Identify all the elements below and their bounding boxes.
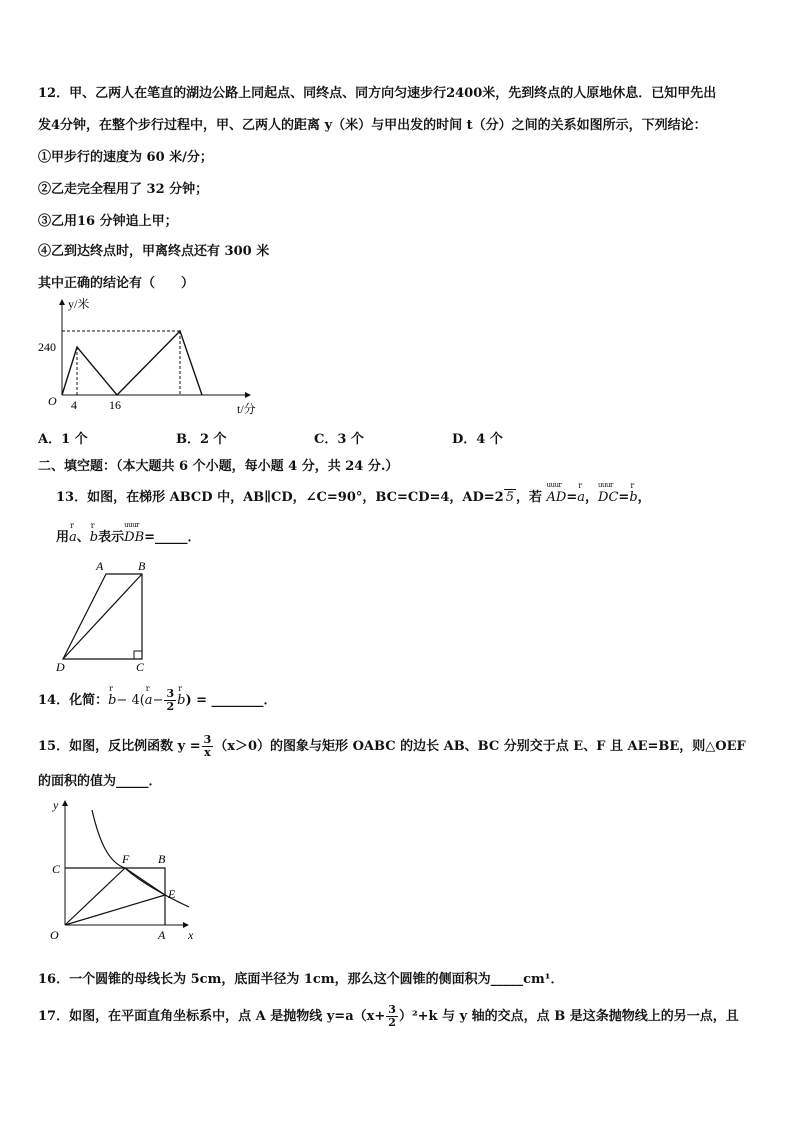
vertex-b-label: B bbox=[138, 559, 146, 573]
origin-label: O bbox=[50, 928, 59, 942]
x-tick-4: 4 bbox=[71, 398, 77, 412]
q13-line-2: 用r a、r b表示uuur DB=_____． bbox=[56, 526, 201, 545]
q12-conclusion-4: ④乙到达终点时，甲离终点还有 300 米 bbox=[38, 244, 270, 259]
section-2-heading: 二、填空题：（本大题共 6 个小题，每小题 4 分，共 24 分.） bbox=[38, 459, 399, 474]
q13-trapezoid-figure bbox=[48, 555, 158, 673]
segment-fe bbox=[125, 868, 165, 895]
q12-conclusion-3: ③乙用16 分钟追上甲； bbox=[38, 214, 178, 229]
q15-line-2: 的面积的值为_____． bbox=[38, 774, 162, 789]
y-tick-240: 240 bbox=[38, 340, 56, 354]
y-axis-label: y bbox=[53, 798, 59, 812]
vertex-d-label: D bbox=[56, 660, 65, 673]
rectangle-oabc bbox=[65, 868, 165, 925]
option-d[interactable]: D．4 个 bbox=[452, 432, 503, 447]
q12-question: 其中正确的结论有（ ） bbox=[38, 276, 195, 291]
right-angle-mark bbox=[134, 651, 142, 659]
q14-line: 14．化简：r b− 4(r a− $\frac{3}{2}$ r b) = ________． bbox=[38, 688, 277, 713]
option-c[interactable]: C．3 个 bbox=[314, 432, 364, 447]
option-b[interactable]: B．2 个 bbox=[176, 432, 227, 447]
q12-distance-time-graph bbox=[38, 292, 278, 420]
q15-hyperbola-rectangle-figure bbox=[38, 795, 208, 945]
x-axis-label: x bbox=[188, 928, 194, 942]
q13-line-1: 13．如图，在梯形 ABCD 中，AB∥CD，∠C=90°，BC=CD=4，AD=2 5 ，若 uuur AD=r a，uuur DC=r b， bbox=[56, 486, 651, 505]
origin-label: O bbox=[48, 394, 57, 408]
point-f-label: F bbox=[122, 852, 130, 866]
diagonal-db bbox=[63, 574, 142, 659]
q12-line-2: 发4分钟，在整个步行过程中，甲、乙两人的距离 y（米）与甲出发的时间 t（分）之间的关系如图所示，下列结论： bbox=[38, 118, 707, 133]
point-a-label: A bbox=[158, 928, 166, 942]
y-axis-label: y/米 bbox=[68, 297, 90, 311]
vertex-a-label: A bbox=[96, 559, 104, 573]
x-axis-label: t/分 bbox=[237, 402, 256, 416]
vertex-c-label: C bbox=[136, 660, 145, 673]
point-c-label: C bbox=[52, 862, 61, 876]
option-a[interactable]: A．1 个 bbox=[38, 432, 88, 447]
x-tick-16: 16 bbox=[109, 398, 121, 412]
distance-curve bbox=[62, 331, 202, 395]
q16-line: 16．一个圆锥的母线长为 5cm，底面半径为 1cm，那么这个圆锥的侧面积为_____cm¹． bbox=[38, 972, 564, 987]
q15-line-1: 15．如图，反比例函数 y = $\frac{3}{x}$ （x＞0）的图象与矩形 OABC 的边长 AB、BC 分别交于点 E、F 且 AE=BE，则△OEF bbox=[38, 733, 746, 759]
q12-conclusion-2: ②乙走完全程用了 32 分钟； bbox=[38, 182, 209, 197]
point-b-label: B bbox=[158, 852, 166, 866]
q17-line: 17．如图，在平面直角坐标系中，点 A 是抛物线 y=a（x+ $\frac{3}{2}$ ）²+k 与 y 轴的交点，点 B 是这条抛物线上的另一点，且 bbox=[38, 1003, 739, 1029]
q12-conclusion-1: ①甲步行的速度为 60 米/分； bbox=[38, 150, 213, 165]
point-e-label: E bbox=[168, 887, 176, 901]
q12-line-1: 12．甲、乙两人在笔直的湖边公路上同起点、同终点、同方向匀速步行2400米，先到终点的人原地休息．已知甲先出 bbox=[38, 86, 717, 101]
